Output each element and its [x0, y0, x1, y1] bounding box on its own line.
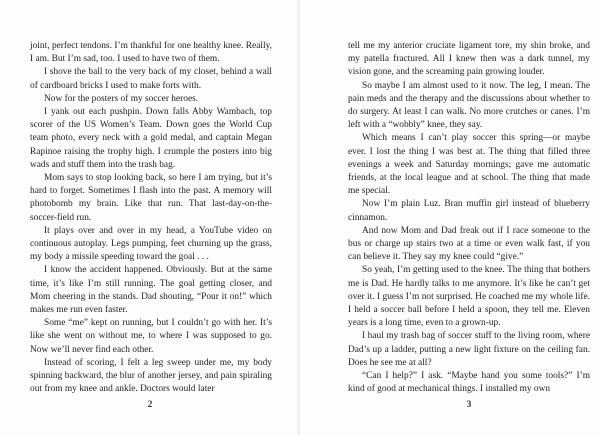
paragraph: Mom says to stop looking back, so here I am trying, but it’s hard to forget. Sometimes I flash into the past. A memory will photobomb my brain. Like that run. That last-day-on-the-soccer-field run.: [30, 173, 272, 223]
right-page-text: [348, 40, 590, 396]
paragraph: “Can I help?” I ask. “Maybe hand you some tools?” I’m kind of good at mechanical things. I installed my own: [348, 371, 590, 395]
paragraph: I yank out each pushpin. Down falls Abby Wambach, top scorer of the US Women’s Team. Down goes the World Cup team photo, every neck with a gold medal, and captain Megan Rapinoe raising the trophy high. I crumple the posters into big wads and stuff them into the trash bag.: [30, 107, 272, 170]
paragraph: Now I’m plain Luz. Bran muffin girl instead of blueberry cinnamon.: [348, 199, 590, 223]
paragraph: And now Mom and Dad freak out if I race someone to the bus or charge up stairs two at a time or even walk fast, if you can believe it. They say my knee could “give.”: [348, 225, 590, 263]
paragraph: joint, perfect tendons. I’m thankful for one healthy knee. Really, I am. But I’m sad, too. I used to have two of them.: [30, 41, 272, 65]
paragraph: Some “me” kept on running, but I couldn’t go with her. It’s like she went on without me, to where I was supposed to go. Now we’ll never find each other.: [30, 318, 272, 355]
paragraph: It plays over and over in my head, a YouTube video on continuous autoplay. Legs pumping, feet churning up the grass, my body a missile speeding toward the goal . . .: [30, 225, 272, 263]
paragraph: So yeah, I’m getting used to the knee. The thing that bothers me is Dad. He hardly talks to me anymore. It’s like he can’t get over it. I guess I’m not surprised. He coached me my whole life. I held a soccer ball before I held a spoon, they tell me. Eleven years is a long time, even to a grown-up.: [348, 265, 590, 329]
paragraph: I know the accident happened. Obviously. But at the same time, it’s like I’m still running. The goal getting closer, and Mom cheering in the stands. Dad shouting, “Pour it on!” which makes me run even faster.: [30, 265, 272, 316]
paragraph: So maybe I am almost used to it now. The leg, I mean. The pain meds and the therapy and the discussions about whether to do surgery. At least I can walk. No more crutches or canes. I’m left with a “wobbly” knee, they say.: [348, 80, 590, 131]
paragraph: Now for the posters of my soccer heroes.: [44, 93, 199, 104]
paragraph: I shove the ball to the very back of my closet, behind a wall of cardboard bricks I used to make forts with.: [30, 67, 272, 91]
right-page: [300, 0, 600, 435]
page-number-left: 2: [147, 400, 153, 410]
paragraph: Instead of scoring, I felt a leg sweep under me, my body spinning backward, the blur of another jersey, and pain spiraling out from my knee and ankle. Doctors would later: [30, 357, 272, 395]
paragraph: Which means I can’t play soccer this spring—or maybe ever. I lost the thing I was best at. The thing that filled three evenings a week and Saturday mornings; gave me automatic friends, at the local league and at school. The thing that made me special.: [348, 133, 590, 197]
paragraph: tell me my anterior cruciate ligament tore, my shin broke, and my patella fractured. All I knew then was a dark tunnel, my vision gone, and the screaming pain growing louder.: [348, 41, 590, 78]
page-number-right: 3: [466, 400, 472, 410]
left-page-text: [30, 40, 272, 396]
paragraph: I haul my trash bag of soccer stuff to the living room, where Dad’s up a ladder, putting a new light fixture on the ceiling fan. Does he see me at all?: [348, 331, 590, 368]
